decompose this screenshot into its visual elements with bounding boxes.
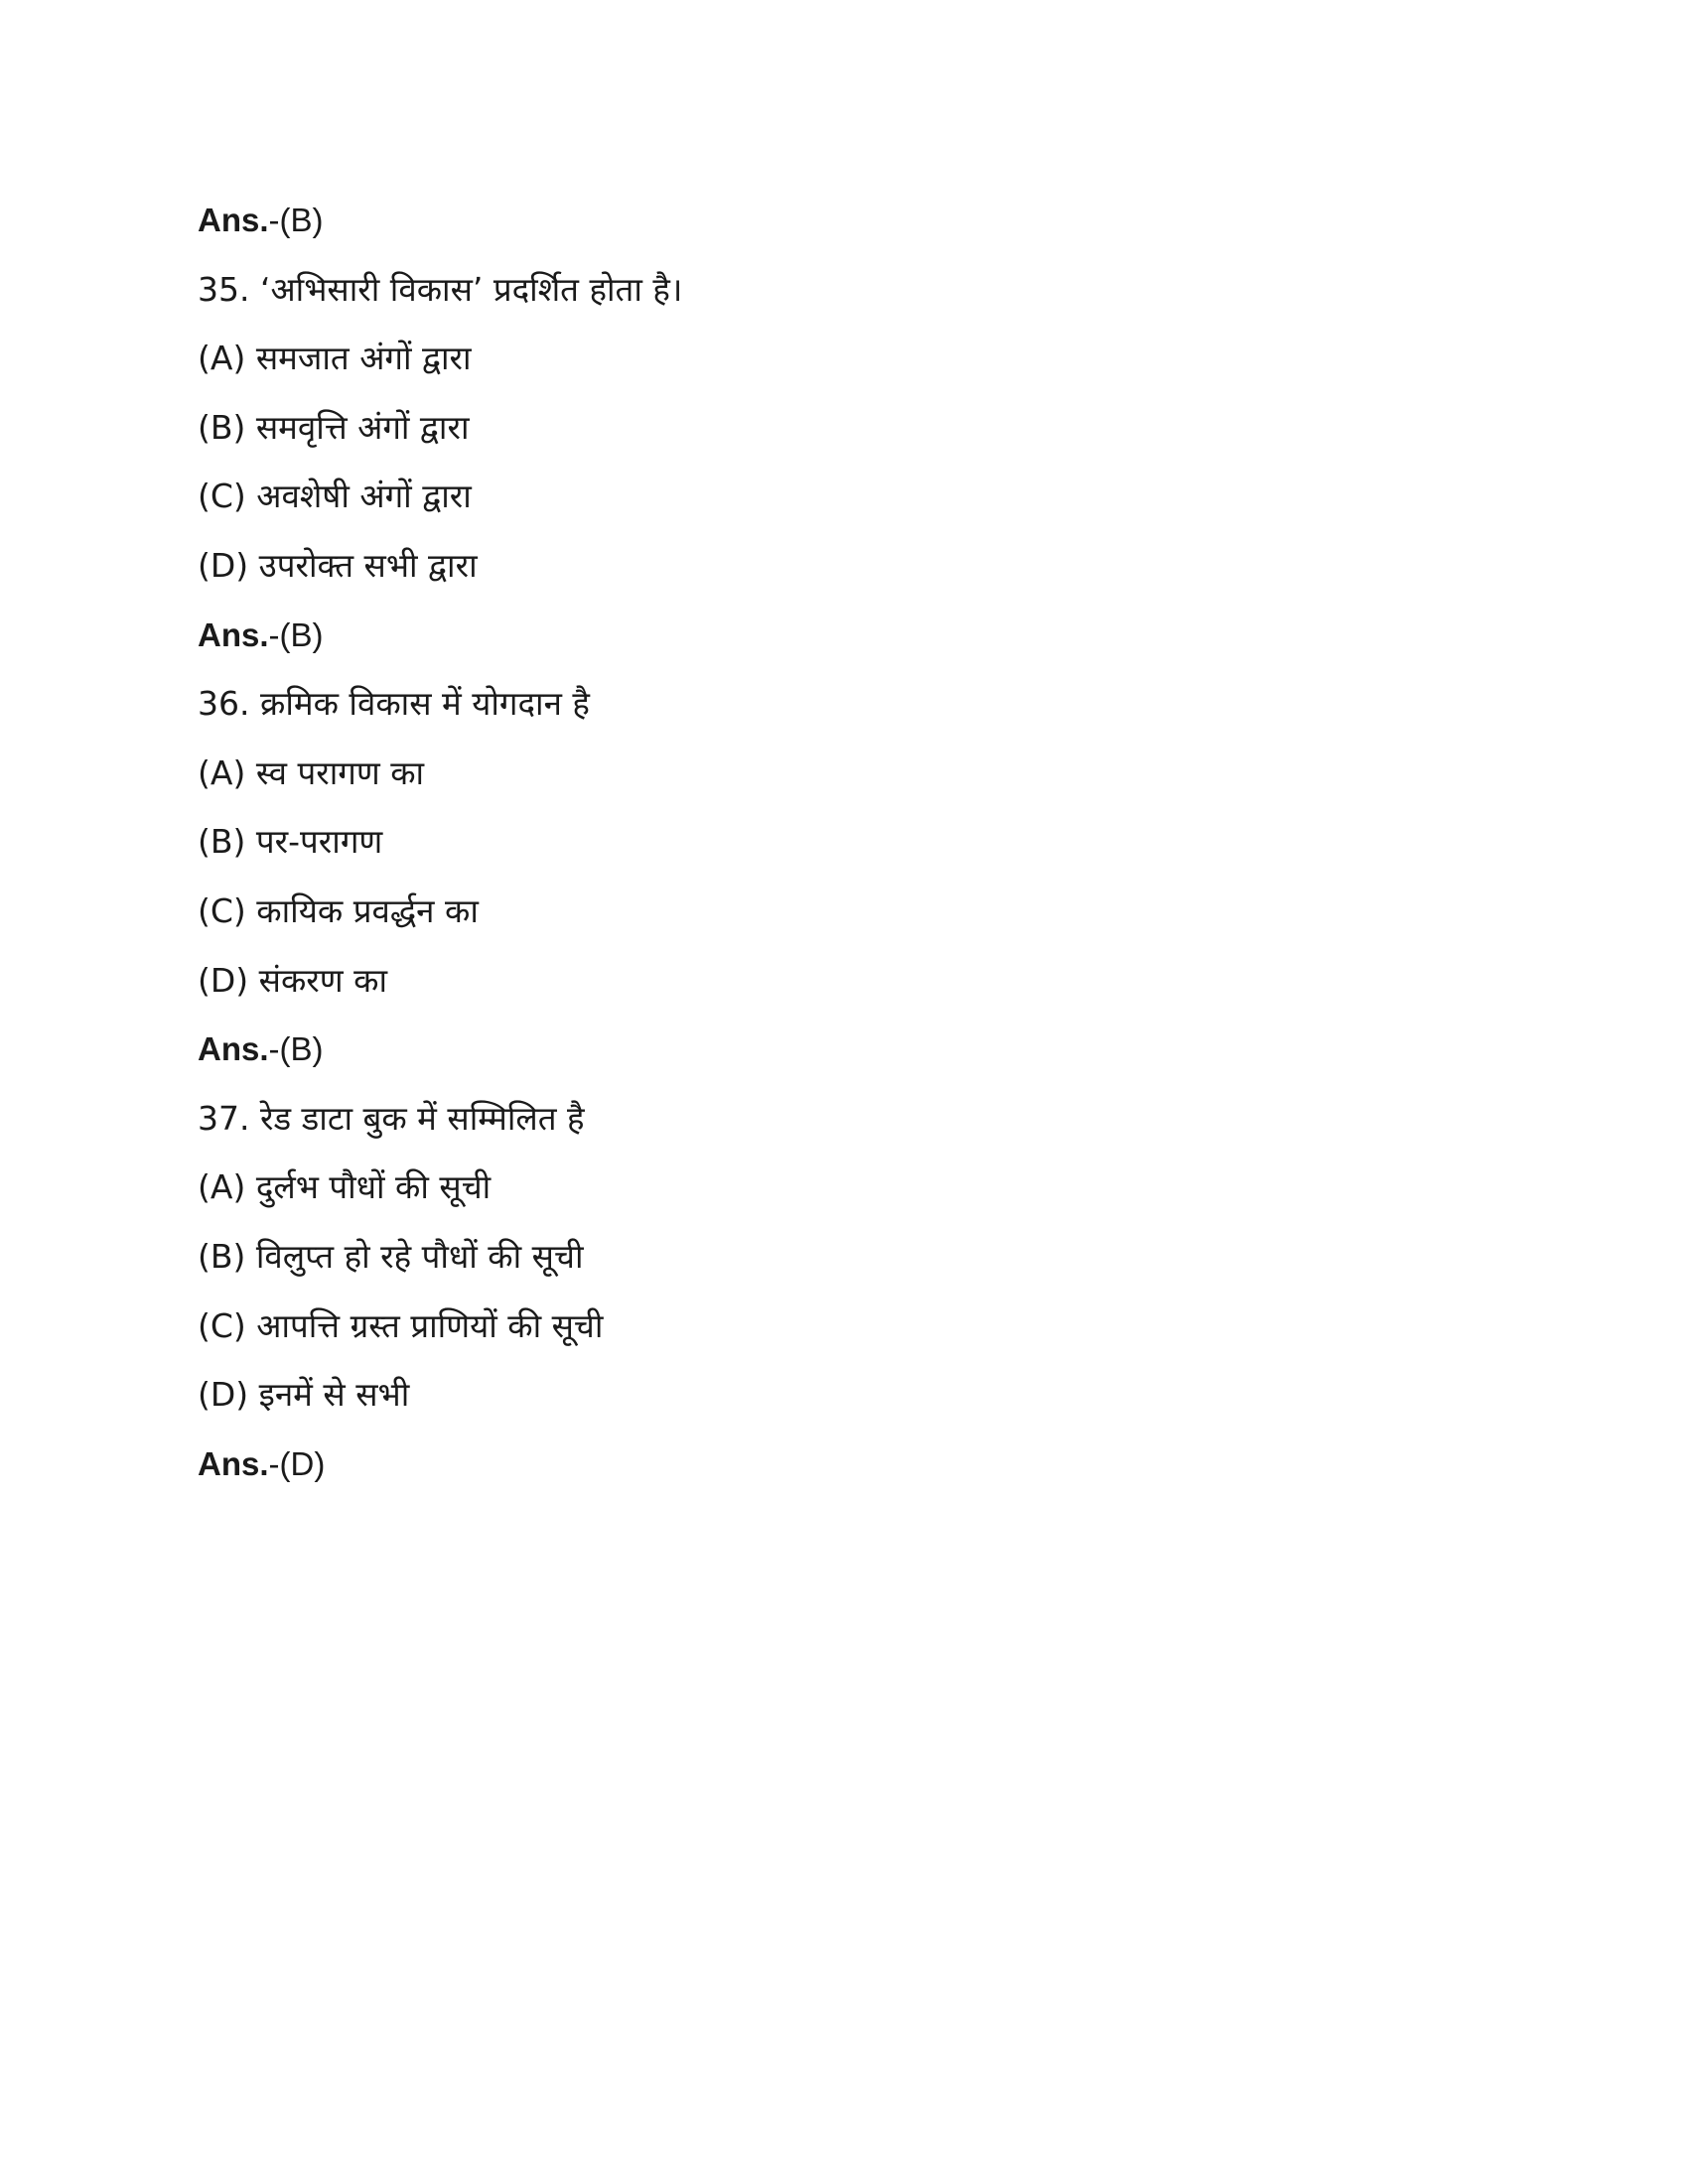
option-a: (A) दुर्लभ पौधों की सूची: [198, 1167, 492, 1207]
answer-label: Ans.: [198, 615, 269, 653]
option-b: (B) समवृत्ति अंगों द्वारा: [198, 407, 470, 447]
answer-line: [198, 195, 1488, 264]
question-36: 36. क्रमिक विकास में योगदान है: [198, 684, 590, 724]
answer-value: -(B): [268, 202, 324, 238]
option-c: (C) कायिक प्रवर्द्धन का: [198, 890, 479, 930]
option-d: (D) संकरण का: [198, 960, 388, 1000]
question-37: 37. रेड डाटा बुक में सम्मिलित है: [198, 1098, 585, 1138]
answer-line: [198, 610, 1488, 679]
option-a: (A) स्व परागण का: [198, 752, 425, 792]
option-c: (C) आपत्ति ग्रस्त प्राणियों की सूची: [198, 1305, 604, 1345]
answer-line: [198, 1024, 1488, 1093]
answer-label: Ans.: [198, 1030, 269, 1068]
option-d: (D) इनमें से सभी: [198, 1375, 410, 1415]
option-d: (D) उपरोक्त सभी द्वारा: [198, 545, 478, 585]
answer-label: Ans.: [198, 1444, 269, 1482]
option-a: (A) समजात अंगों द्वारा: [198, 339, 472, 378]
question-list: [198, 195, 1488, 1507]
answer-label: Ans.: [198, 202, 269, 238]
option-b: (B) पर-परागण: [198, 822, 383, 862]
answer-line: [198, 1438, 1488, 1508]
option-c: (C) अवशेषी अंगों द्वारा: [198, 477, 472, 516]
question-35: 35. ‘अभिसारी विकास’ प्रदर्शित होता है।: [198, 269, 683, 309]
option-b: (B) विलुप्त हो रहे पौधों की सूची: [198, 1236, 584, 1276]
answer-value: -(D): [268, 1444, 326, 1482]
answer-value: -(B): [268, 615, 324, 653]
answer-value: -(B): [268, 1030, 324, 1068]
